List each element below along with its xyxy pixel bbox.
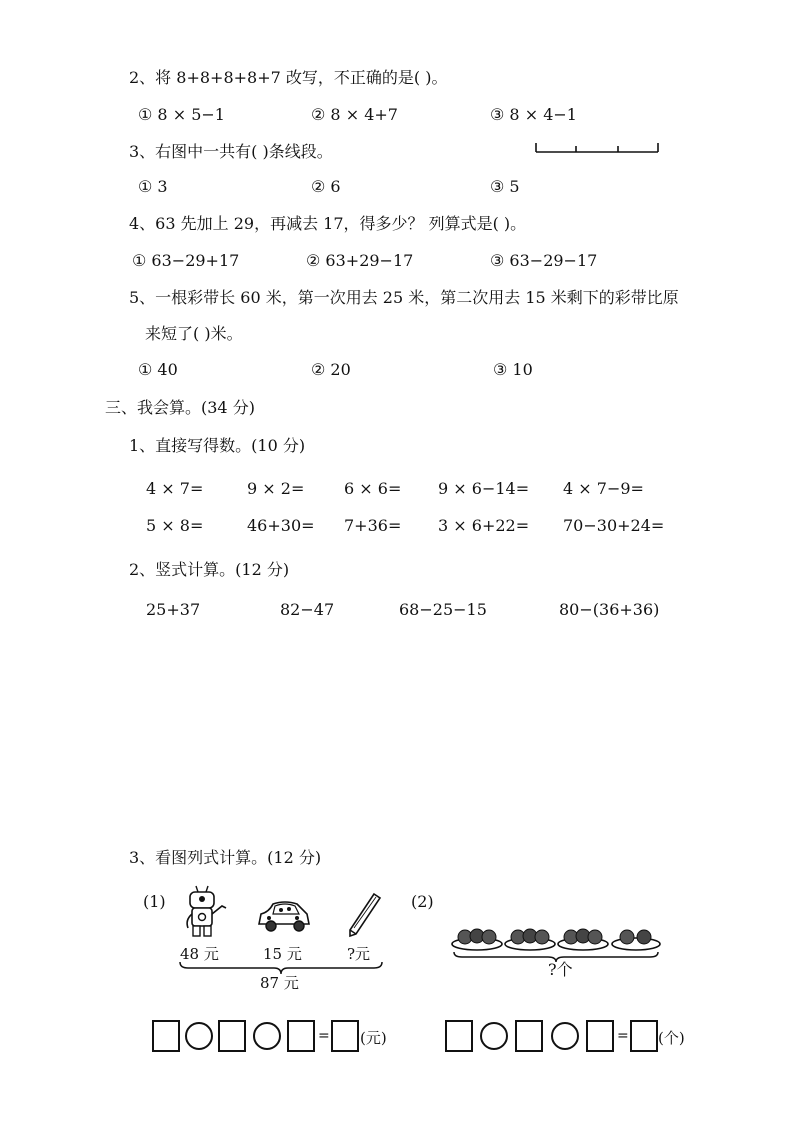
section3-title: 三、我会算。(34 分) [105,398,255,417]
sub1-total: 87 元 [260,974,299,992]
unit-yuan: (元) [360,1029,387,1047]
section3-part2-title: 2、竖式计算。(12 分) [129,560,290,579]
fruit-plates-icon [450,918,662,954]
answer-box[interactable] [152,1020,180,1052]
plate-3 [558,929,608,950]
vertical-calc-1: 25+37 [146,600,201,619]
calc-1-5: 4 × 7−9= [563,479,644,498]
operator-circle[interactable] [185,1022,213,1050]
q4-option-1: ① 63−29+17 [132,251,240,270]
q5-option-3: ③ 10 [493,360,533,379]
calc-1-4: 9 × 6−14= [438,479,530,498]
answer-box[interactable] [515,1020,543,1052]
q4-stem: 4、63 先加上 29，再减去 17，得多少？ 列算式是( )。 [129,214,527,233]
answer-box[interactable] [287,1020,315,1052]
q3-option-3: ③ 5 [490,177,520,196]
calc-1-3: 6 × 6= [344,479,402,498]
calc-1-1: 4 × 7= [146,479,204,498]
line-segment-figure [534,140,660,156]
answer-box[interactable] [445,1020,473,1052]
pencil-price: ?元 [347,945,371,963]
q4-option-3: ③ 63−29−17 [490,251,598,270]
calc-2-2: 46+30= [247,516,315,535]
calc-2-5: 70−30+24= [563,516,665,535]
robot-price: 48 元 [180,945,219,963]
plate-4 [612,930,660,950]
q5-option-1: ① 40 [138,360,178,379]
vertical-calc-3: 68−25−15 [399,600,487,619]
plate-2 [505,929,555,950]
pencil-icon [344,890,384,940]
equals-sign: = [318,1028,330,1044]
car-price: 15 元 [263,945,302,963]
calc-2-4: 3 × 6+22= [438,516,530,535]
answer-box[interactable] [218,1020,246,1052]
q2-stem: 2、将 8+8+8+8+7 改写，不正确的是( )。 [129,68,448,87]
result-box[interactable] [331,1020,359,1052]
operator-circle[interactable] [480,1022,508,1050]
q4-option-2: ② 63+29−17 [306,251,414,270]
result-box[interactable] [630,1020,658,1052]
vertical-calc-2: 82−47 [280,600,335,619]
section3-part3-title: 3、看图列式计算。(12 分) [129,848,322,867]
robot-icon [180,884,232,940]
q5-option-2: ② 20 [311,360,351,379]
operator-circle[interactable] [253,1022,281,1050]
calc-1-2: 9 × 2= [247,479,305,498]
toy-car-icon [255,896,313,936]
plate-1 [452,929,502,950]
q2-option-2: ② 8 × 4+7 [311,105,398,124]
q3-option-2: ② 6 [311,177,341,196]
q2-option-1: ① 8 × 5−1 [138,105,225,124]
q2-option-3: ③ 8 × 4−1 [490,105,577,124]
sub2-label: (2) [411,892,434,911]
q5-stem-line2: 来短了( )米。 [145,324,243,343]
q3-option-1: ① 3 [138,177,168,196]
calc-2-1: 5 × 8= [146,516,204,535]
calc-2-3: 7+36= [344,516,402,535]
equals-sign: = [617,1028,629,1044]
sub2-total: ?个 [548,960,573,979]
vertical-calc-4: 80−(36+36) [559,600,660,619]
q3-stem: 3、右图中一共有( )条线段。 [129,142,333,161]
answer-box[interactable] [586,1020,614,1052]
sub1-label: (1) [143,892,166,911]
operator-circle[interactable] [551,1022,579,1050]
q5-stem-line1: 5、一根彩带长 60 米，第一次用去 25 米，第二次用去 15 米剩下的彩带比原 [129,288,679,307]
section3-part1-title: 1、直接写得数。(10 分) [129,436,306,455]
unit-ge: (个) [658,1029,685,1047]
